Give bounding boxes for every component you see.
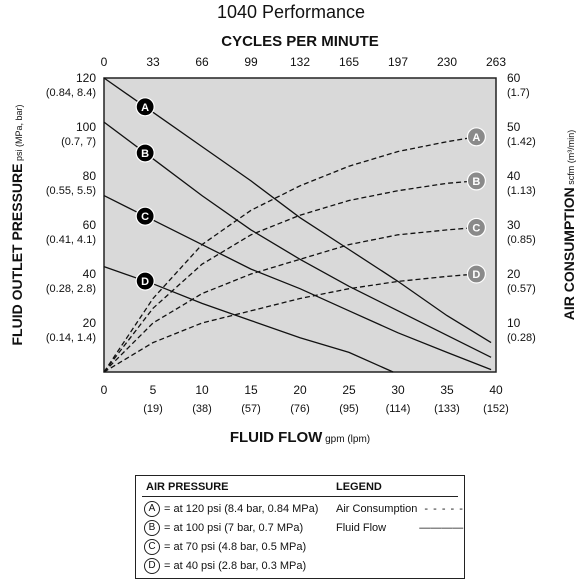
legend-text-b: = at 100 psi (7 bar, 0.7 MPa) bbox=[164, 522, 304, 534]
left-tick-label: 40 bbox=[82, 267, 96, 281]
top-tick-label: 33 bbox=[146, 55, 160, 69]
top-tick-label: 230 bbox=[436, 55, 458, 69]
right-tick-sublabel: (0.57) bbox=[507, 283, 536, 295]
right-tick-sublabel: (0.28) bbox=[507, 332, 536, 344]
legend-box bbox=[135, 475, 465, 579]
bottom-tick-sublabel: (19) bbox=[143, 403, 163, 415]
top-tick-label: 197 bbox=[387, 55, 409, 69]
legend-key-a: A bbox=[144, 501, 160, 517]
left-tick-label: 100 bbox=[75, 120, 96, 134]
top-tick-label: 99 bbox=[244, 55, 258, 69]
left-tick-label: 60 bbox=[82, 218, 96, 232]
fluid-marker-label-a: A bbox=[141, 101, 150, 114]
bottom-tick-sublabel: (76) bbox=[290, 403, 310, 415]
bottom-tick-label: 35 bbox=[440, 383, 454, 397]
right-tick-label: 20 bbox=[507, 267, 521, 281]
right-tick-sublabel: (1.7) bbox=[507, 87, 530, 99]
bottom-tick-sublabel: (133) bbox=[434, 403, 460, 415]
bottom-axis-unit: gpm (lpm) bbox=[322, 434, 371, 445]
air-marker-label-b: B bbox=[472, 175, 481, 188]
bottom-tick-label: 20 bbox=[293, 383, 307, 397]
bottom-tick-sublabel: (57) bbox=[241, 403, 261, 415]
left-tick-label: 80 bbox=[82, 169, 96, 183]
bottom-tick-label: 5 bbox=[149, 383, 157, 397]
legend-header-air-pressure: AIR PRESSURE bbox=[146, 481, 229, 493]
top-tick-label: 66 bbox=[195, 55, 209, 69]
right-tick-sublabel: (1.42) bbox=[507, 136, 536, 148]
bottom-tick-label: 0 bbox=[100, 383, 108, 397]
top-axis-label: CYCLES PER MINUTE bbox=[221, 33, 379, 50]
left-tick-label: 120 bbox=[75, 71, 96, 85]
legend-air-consumption bbox=[336, 503, 464, 515]
legend-fluid-sample: ———— bbox=[419, 522, 464, 534]
right-axis-unit: scfm (m³/min) bbox=[566, 129, 576, 188]
fluid-marker-label-d: D bbox=[141, 276, 150, 289]
legend-text-a: = at 120 psi (8.4 bar, 0.84 MPa) bbox=[164, 503, 319, 515]
top-tick-label: 263 bbox=[485, 55, 507, 69]
legend-key-b: B bbox=[144, 520, 160, 536]
left-axis-unit: psi (MPa, bar) bbox=[14, 104, 24, 164]
legend-key-c: C bbox=[144, 539, 160, 555]
legend-air-label: Air Consumption bbox=[336, 503, 418, 515]
right-axis-label: AIR CONSUMPTION scfm (m³/min) bbox=[561, 129, 577, 321]
bottom-tick-sublabel: (152) bbox=[483, 403, 509, 415]
legend-fluid-flow bbox=[336, 522, 463, 534]
legend-air-sample: - - - - - bbox=[424, 503, 464, 515]
bottom-tick-label: 30 bbox=[391, 383, 405, 397]
legend-row-b bbox=[144, 520, 303, 536]
top-tick-label: 132 bbox=[289, 55, 311, 69]
right-tick-label: 50 bbox=[507, 120, 521, 134]
fluid-marker-label-c: C bbox=[141, 211, 150, 224]
bottom-tick-label: 25 bbox=[342, 383, 356, 397]
bottom-tick-label: 15 bbox=[244, 383, 258, 397]
bottom-tick-sublabel: (114) bbox=[385, 403, 411, 415]
legend-text-c: = at 70 psi (4.8 bar, 0.5 MPa) bbox=[164, 541, 307, 553]
air-marker-label-a: A bbox=[472, 131, 481, 144]
bottom-tick-sublabel: (95) bbox=[339, 403, 359, 415]
legend-key-d: D bbox=[144, 558, 160, 574]
air-marker-label-c: C bbox=[472, 222, 481, 235]
legend-header-legend: LEGEND bbox=[336, 481, 382, 493]
legend-text-d: = at 40 psi (2.8 bar, 0.3 MPa) bbox=[164, 560, 307, 572]
top-tick-label: 165 bbox=[338, 55, 360, 69]
legend-row-c bbox=[144, 539, 306, 555]
chart-title: 1040 Performance bbox=[216, 2, 366, 22]
bottom-tick-sublabel: (38) bbox=[192, 403, 212, 415]
left-tick-sublabel: (0.14, 1.4) bbox=[45, 332, 96, 344]
bottom-axis-label: FLUID FLOW gpm (lpm) bbox=[229, 429, 371, 446]
left-axis-label: FLUID OUTLET PRESSURE psi (MPa, bar) bbox=[9, 104, 25, 346]
legend-row-a bbox=[144, 501, 318, 517]
right-tick-sublabel: (0.85) bbox=[507, 234, 536, 246]
fluid-marker-label-b: B bbox=[141, 147, 150, 160]
left-tick-sublabel: (0.55, 5.5) bbox=[45, 185, 96, 197]
right-tick-label: 30 bbox=[507, 218, 521, 232]
left-tick-label: 20 bbox=[82, 316, 96, 330]
legend-divider bbox=[142, 496, 458, 497]
right-tick-label: 40 bbox=[507, 169, 521, 183]
bottom-tick-label: 40 bbox=[489, 383, 503, 397]
right-tick-label: 60 bbox=[507, 71, 521, 85]
legend-row-d bbox=[144, 558, 306, 574]
left-tick-sublabel: (0.7, 7) bbox=[61, 136, 96, 148]
legend-fluid-label: Fluid Flow bbox=[336, 522, 387, 534]
air-marker-label-d: D bbox=[472, 269, 481, 281]
left-tick-sublabel: (0.84, 8.4) bbox=[45, 87, 96, 99]
left-tick-sublabel: (0.28, 2.8) bbox=[45, 283, 96, 295]
top-tick-label: 0 bbox=[100, 55, 108, 69]
left-tick-sublabel: (0.41, 4.1) bbox=[45, 234, 96, 246]
right-tick-sublabel: (1.13) bbox=[507, 185, 536, 197]
bottom-tick-label: 10 bbox=[195, 383, 209, 397]
right-tick-label: 10 bbox=[507, 316, 521, 330]
